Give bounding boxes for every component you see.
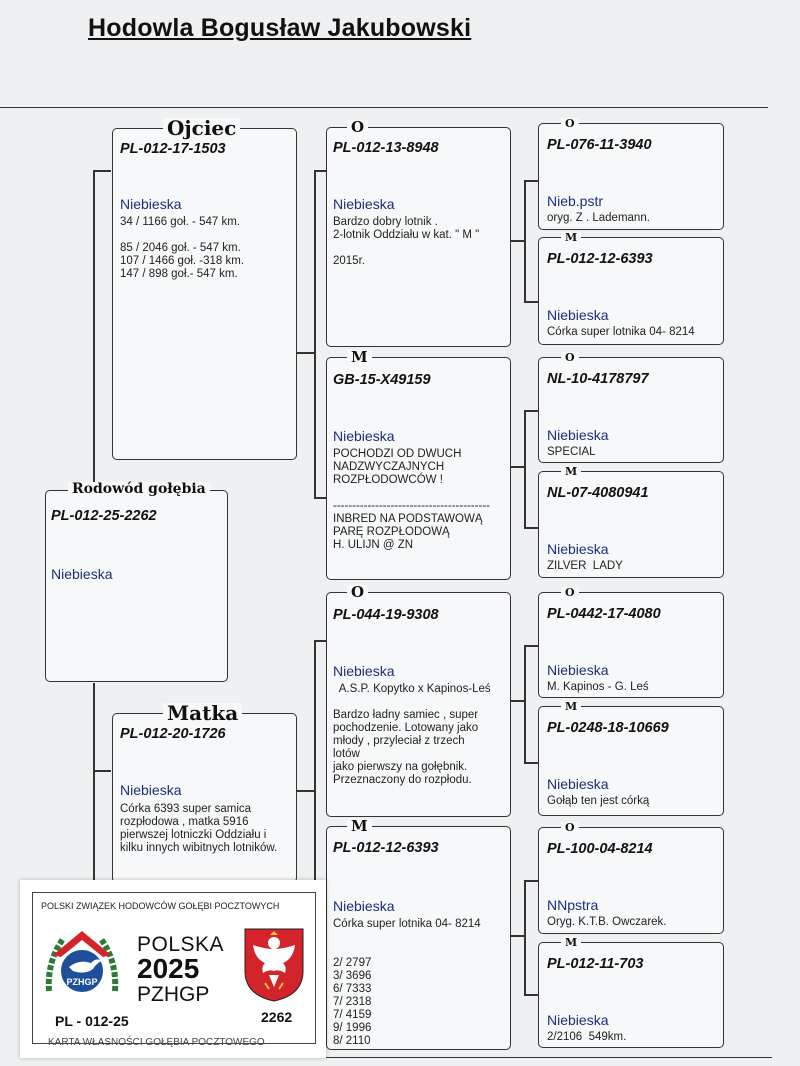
mmm-desc [547, 1031, 626, 1044]
father-box [112, 116, 297, 460]
desc-line: Bardzo ładny samiec , super [333, 709, 479, 721]
ownership-card-frame [32, 892, 316, 1044]
connector [93, 170, 111, 172]
mm-ring: PL-012-12-6393 [333, 840, 439, 856]
desc-line: POCHODZI OD DWUCH [333, 448, 462, 460]
mmm-color: Niebieska [547, 1012, 609, 1028]
card-country: POLSKA [137, 933, 225, 956]
connector [296, 790, 314, 792]
desc-line: 7/ 2318 [333, 996, 372, 1008]
fff-ring: PL-076-11-3940 [547, 137, 652, 153]
desc-line: Przeznaczony do rozpłodu. [333, 774, 472, 786]
desc-line: NADZWYCZAJNYCH [333, 461, 445, 473]
mf-color: Niebieska [333, 663, 395, 679]
polish-eagle-emblem [243, 927, 305, 1003]
mf-desc [333, 683, 491, 787]
ff-ring: PL-012-13-8948 [333, 140, 439, 156]
subject-color: Niebieska [51, 566, 113, 582]
fmm-ring: NL-07-4080941 [547, 485, 649, 501]
logo-text: PZHGP [66, 977, 98, 987]
desc-line [333, 696, 491, 709]
mfm-color: Niebieska [547, 776, 609, 792]
ggp-box [538, 586, 724, 698]
mm-desc [333, 918, 481, 1048]
desc-line: 7/ 4159 [333, 1009, 372, 1021]
mm-header: M [347, 819, 372, 834]
desc-line: M. Kapinos - G. Leś [547, 681, 649, 693]
subject-box [45, 481, 228, 682]
connector [524, 180, 538, 182]
desc-line: INBRED NA PODSTAWOWĄ [333, 513, 483, 525]
connector [296, 352, 314, 354]
mother-desc [120, 803, 277, 855]
grandsire-maternal-box [326, 583, 511, 817]
card-footer: KARTA WŁASNOŚCI GOŁĘBIA POCZTOWEGO [48, 1037, 265, 1048]
connector [314, 497, 326, 499]
fm-ring: GB-15-X49159 [333, 372, 431, 388]
desc-line: 2/ 2797 [333, 957, 372, 969]
mmm-header: M [561, 937, 581, 948]
card-org-name: POLSKI ZWIĄZEK HODOWCÓW GOŁĘBI POCZTOWYCH [41, 901, 280, 911]
desc-line: 107 / 1466 goł. -318 km. [120, 255, 245, 267]
grandsire-paternal-box [326, 118, 511, 347]
desc-line: SPECIAL [547, 446, 596, 458]
desc-line: lotów [333, 748, 360, 760]
desc-line [333, 242, 479, 255]
mf-ring: PL-044-19-9308 [333, 607, 439, 623]
fff-desc [547, 212, 650, 225]
connector [510, 935, 524, 937]
connector [314, 640, 326, 642]
desc-line: Córka 6393 super samica [120, 803, 252, 815]
connector [524, 180, 526, 302]
desc-line: 2/2106 549km. [547, 1031, 627, 1043]
connector [524, 410, 538, 412]
desc-line: 34 / 1166 goł. - 547 km. [120, 216, 240, 228]
connector [524, 301, 538, 303]
desc-line: pierwszej lotniczki Oddziału i [120, 829, 267, 841]
mmf-header: O [561, 822, 579, 833]
fff-color: Nieb.pstr [547, 193, 604, 209]
mmm-ring: PL-012-11-703 [547, 956, 644, 972]
ggp-box [538, 465, 724, 578]
ggp-box [538, 117, 724, 230]
connector [524, 762, 538, 764]
connector [524, 880, 538, 882]
connector [510, 240, 524, 242]
subject-ring: PL-012-25-2262 [51, 508, 157, 524]
granddam-maternal-box [326, 817, 511, 1050]
desc-line: młody , przyleciał z trzech [333, 735, 465, 747]
fmm-header: M [561, 466, 581, 477]
mff-desc [547, 681, 649, 694]
connector [510, 700, 524, 702]
ffm-desc [547, 326, 695, 339]
connector [93, 770, 111, 772]
ggp-box [538, 821, 724, 934]
desc-line: 6/ 7333 [333, 983, 372, 995]
connector [524, 527, 538, 529]
desc-line: 2-lotnik Oddziału w kat. " M " [333, 229, 480, 241]
ggp-box [538, 351, 724, 463]
ff-desc [333, 216, 479, 268]
ggp-box [538, 231, 724, 345]
desc-line: Córka super lotnika 04- 8214 [333, 918, 481, 930]
father-ring: PL-012-17-1503 [120, 141, 226, 157]
fmf-header: O [561, 352, 579, 363]
ownership-card [20, 880, 326, 1058]
mff-ring: PL-0442-17-4080 [547, 606, 661, 622]
desc-line: rozpłodowa , matka 5916 [120, 816, 249, 828]
desc-line [333, 487, 490, 500]
connector [524, 410, 526, 528]
desc-line: PARĘ ROZPŁODOWĄ [333, 526, 450, 538]
mfm-ring: PL-0248-18-10669 [547, 720, 669, 736]
desc-line [120, 229, 244, 242]
mmf-color: NNpstra [547, 897, 599, 913]
desc-line [333, 944, 481, 957]
bottom-divider [320, 1057, 772, 1058]
desc-line: 8/ 2110 [333, 1035, 371, 1047]
desc-line: 147 / 898 goł.- 547 km. [120, 268, 238, 280]
mmf-ring: PL-100-04-8214 [547, 841, 653, 857]
father-color: Niebieska [120, 196, 182, 212]
ggp-box [538, 936, 724, 1048]
desc-line: Oryg. K.T.B. Owczarek. [547, 916, 667, 928]
ff-header: O [347, 120, 368, 135]
fff-header: O [561, 118, 579, 129]
desc-line: Gołąb ten jest córką [547, 795, 650, 807]
mff-color: Niebieska [547, 662, 609, 678]
connector [93, 170, 95, 488]
desc-line: jako pierwszy na gołębnik. [333, 761, 468, 773]
connector [314, 170, 316, 498]
mother-ring: PL-012-20-1726 [120, 726, 226, 742]
ffm-ring: PL-012-12-6393 [547, 251, 653, 267]
connector [524, 645, 526, 763]
mfm-desc [547, 795, 649, 808]
mother-box [112, 701, 297, 883]
desc-line: Bardzo dobry lotnik . [333, 216, 438, 228]
mfm-header: M [561, 701, 581, 712]
desc-line: 2015r. [333, 255, 365, 267]
fmf-color: Niebieska [547, 427, 609, 443]
fm-color: Niebieska [333, 428, 395, 444]
connector [510, 466, 524, 468]
mmf-desc [547, 916, 667, 929]
desc-line [333, 931, 481, 944]
mm-color: Niebieska [333, 898, 395, 914]
desc-line: A.S.P. Kopytko x Kapinos-Leś [333, 683, 491, 695]
mother-color: Niebieska [120, 782, 182, 798]
desc-line: kilku innych wibitnych lotników. [120, 842, 278, 854]
fmm-color: Niebieska [547, 541, 609, 557]
card-year: 2025 [137, 953, 200, 984]
desc-line: ROZPŁODOWCÓW ! [333, 474, 443, 486]
fm-desc [333, 448, 490, 552]
desc-line: ----------------------------------------- [333, 500, 491, 512]
mother-header: Matka [163, 703, 242, 723]
connector [524, 880, 526, 995]
father-header: Ojciec [163, 118, 240, 138]
pzhgp-logo [39, 921, 125, 1007]
desc-line: ZILVER LADY [547, 560, 623, 572]
top-divider [0, 107, 768, 108]
mff-header: O [561, 587, 579, 598]
fmf-ring: NL-10-4178797 [547, 371, 649, 387]
connector [314, 170, 326, 172]
pedigree-label: Rodowód gołębia [68, 482, 210, 496]
desc-line: 3/ 3696 [333, 970, 372, 982]
connector [524, 994, 538, 996]
granddam-paternal-box [326, 348, 511, 580]
desc-line: pochodzenie. Lotowany jako [333, 722, 479, 734]
desc-line: 9/ 1996 [333, 1022, 372, 1034]
ffm-color: Niebieska [547, 307, 609, 323]
mf-header: O [347, 585, 368, 600]
father-desc [120, 216, 244, 281]
desc-line: oryg. Z . Lademann. [547, 212, 650, 224]
card-assoc: PZHGP [137, 983, 210, 1006]
connector [524, 645, 538, 647]
fmm-desc [547, 560, 623, 573]
ffm-header: M [561, 232, 581, 243]
desc-line: Córka super lotnika 04- 8214 [547, 326, 695, 338]
fm-header: M [347, 350, 372, 365]
ff-color: Niebieska [333, 196, 395, 212]
connector [314, 640, 316, 890]
ggp-box [538, 700, 724, 816]
card-ring-number: 2262 [261, 1009, 293, 1025]
desc-line: 85 / 2046 goł. - 547 km. [120, 242, 241, 254]
page-title: Hodowla Bogusław Jakubowski [88, 14, 472, 42]
connector [93, 683, 95, 880]
card-ring-prefix: PL - 012-25 [55, 1013, 129, 1029]
fmf-desc [547, 446, 596, 459]
desc-line: H. ULIJN @ ZN [333, 539, 414, 551]
